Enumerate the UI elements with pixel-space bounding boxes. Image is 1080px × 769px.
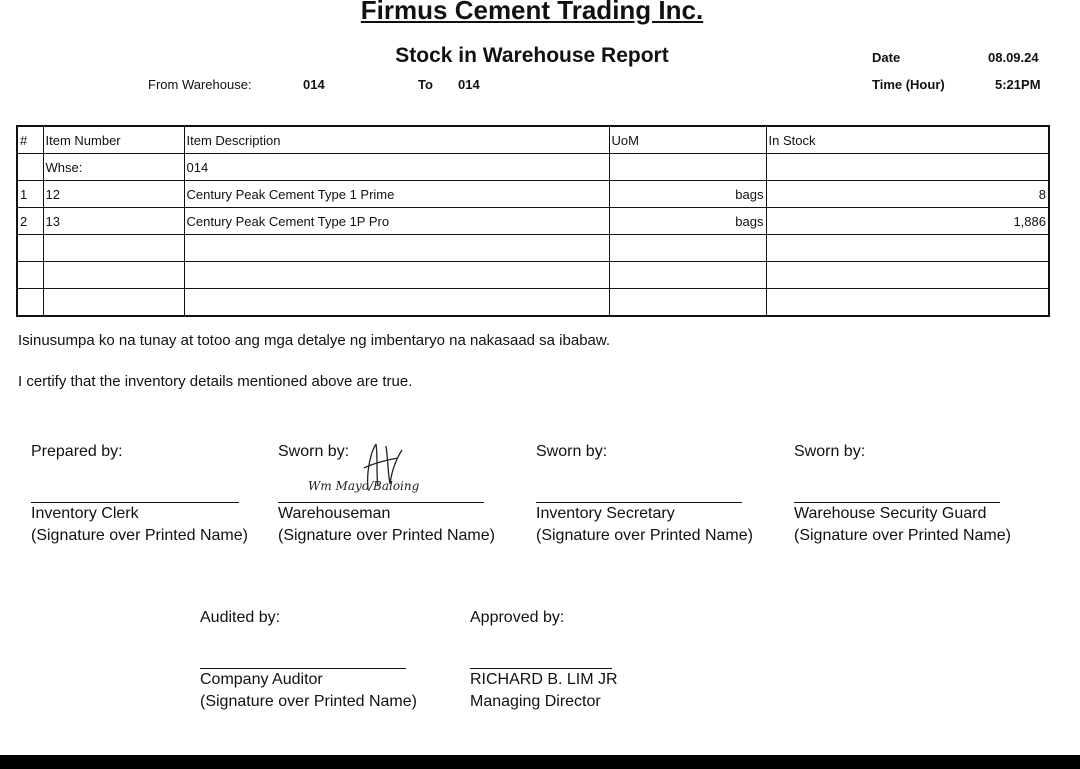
- uom: bags: [609, 181, 766, 208]
- item-description: Century Peak Cement Type 1 Prime: [184, 181, 609, 208]
- approved-name: RICHARD B. LIM JR: [470, 671, 618, 688]
- sworn-note-3: (Signature over Printed Name): [794, 527, 1011, 544]
- to-label: To: [418, 77, 433, 92]
- report-title: Stock in Warehouse Report: [395, 44, 669, 67]
- audited-note: (Signature over Printed Name): [200, 693, 417, 710]
- sworn-note-1: (Signature over Printed Name): [278, 527, 495, 544]
- from-warehouse-value: 014: [303, 77, 325, 92]
- whse-row: [17, 154, 1049, 181]
- col-uom: UoM: [609, 126, 766, 154]
- time-value: 5:21PM: [995, 77, 1041, 92]
- col-item-number: Item Number: [43, 126, 184, 154]
- in-stock: 1,886: [766, 208, 1049, 235]
- approved-by-label: Approved by:: [470, 609, 565, 626]
- whse-value: 014: [184, 154, 609, 181]
- company-name: Firmus Cement Trading Inc.: [360, 0, 704, 25]
- whse-label: Whse:: [43, 154, 184, 181]
- sworn-by-label-3: Sworn by:: [794, 443, 866, 460]
- from-warehouse-label: From Warehouse:: [148, 77, 252, 92]
- item-number: 12: [43, 181, 184, 208]
- sworn-by-label-1: Sworn by:: [278, 443, 350, 460]
- sworn-role-1: Warehouseman: [278, 505, 391, 522]
- table-row: [17, 181, 1049, 208]
- prepared-by-label: Prepared by:: [31, 443, 123, 460]
- in-stock: 8: [766, 181, 1049, 208]
- table-header-row: [17, 126, 1049, 154]
- item-number: 13: [43, 208, 184, 235]
- sworn-role-3: Warehouse Security Guard: [794, 505, 987, 522]
- bottom-bar: [0, 755, 1080, 769]
- audited-by-label: Audited by:: [200, 609, 281, 626]
- stock-table: [16, 125, 1050, 317]
- sworn-by-label-2: Sworn by:: [536, 443, 608, 460]
- col-item-description: Item Description: [184, 126, 609, 154]
- item-description: Century Peak Cement Type 1P Pro: [184, 208, 609, 235]
- row-no: 1: [17, 181, 43, 208]
- time-label: Time (Hour): [872, 77, 945, 92]
- statement-tagalog: Isinusumpa ko na tunay at totoo ang mga detalye ng imbentaryo na nakasaad sa ibabaw.: [18, 332, 611, 349]
- to-value: 014: [458, 77, 480, 92]
- sworn-note-2: (Signature over Printed Name): [536, 527, 753, 544]
- row-no: 2: [17, 208, 43, 235]
- signature-line: [470, 668, 612, 669]
- prepared-role: Inventory Clerk: [31, 505, 139, 522]
- empty-row: [17, 289, 1049, 317]
- signature-line: [794, 502, 1000, 503]
- col-no: #: [17, 126, 43, 154]
- uom: bags: [609, 208, 766, 235]
- signature-line: [31, 502, 239, 503]
- empty-row: [17, 262, 1049, 289]
- date-value: 08.09.24: [988, 50, 1039, 65]
- prepared-note: (Signature over Printed Name): [31, 527, 248, 544]
- sworn-role-2: Inventory Secretary: [536, 505, 675, 522]
- date-label: Date: [872, 50, 901, 65]
- signature-line: [200, 668, 406, 669]
- col-in-stock: In Stock: [766, 126, 1049, 154]
- empty-row: [17, 235, 1049, 262]
- audited-role: Company Auditor: [200, 671, 323, 688]
- table-row: [17, 208, 1049, 235]
- svg-text:Wm Mayo/Baloing: Wm Mayo/Baloing: [308, 479, 420, 493]
- signature-line: [278, 502, 484, 503]
- statement-english: I certify that the inventory details mentioned above are true.: [18, 373, 413, 390]
- handwritten-signature: [306, 438, 446, 500]
- approved-title: Managing Director: [470, 693, 601, 710]
- signature-line: [536, 502, 742, 503]
